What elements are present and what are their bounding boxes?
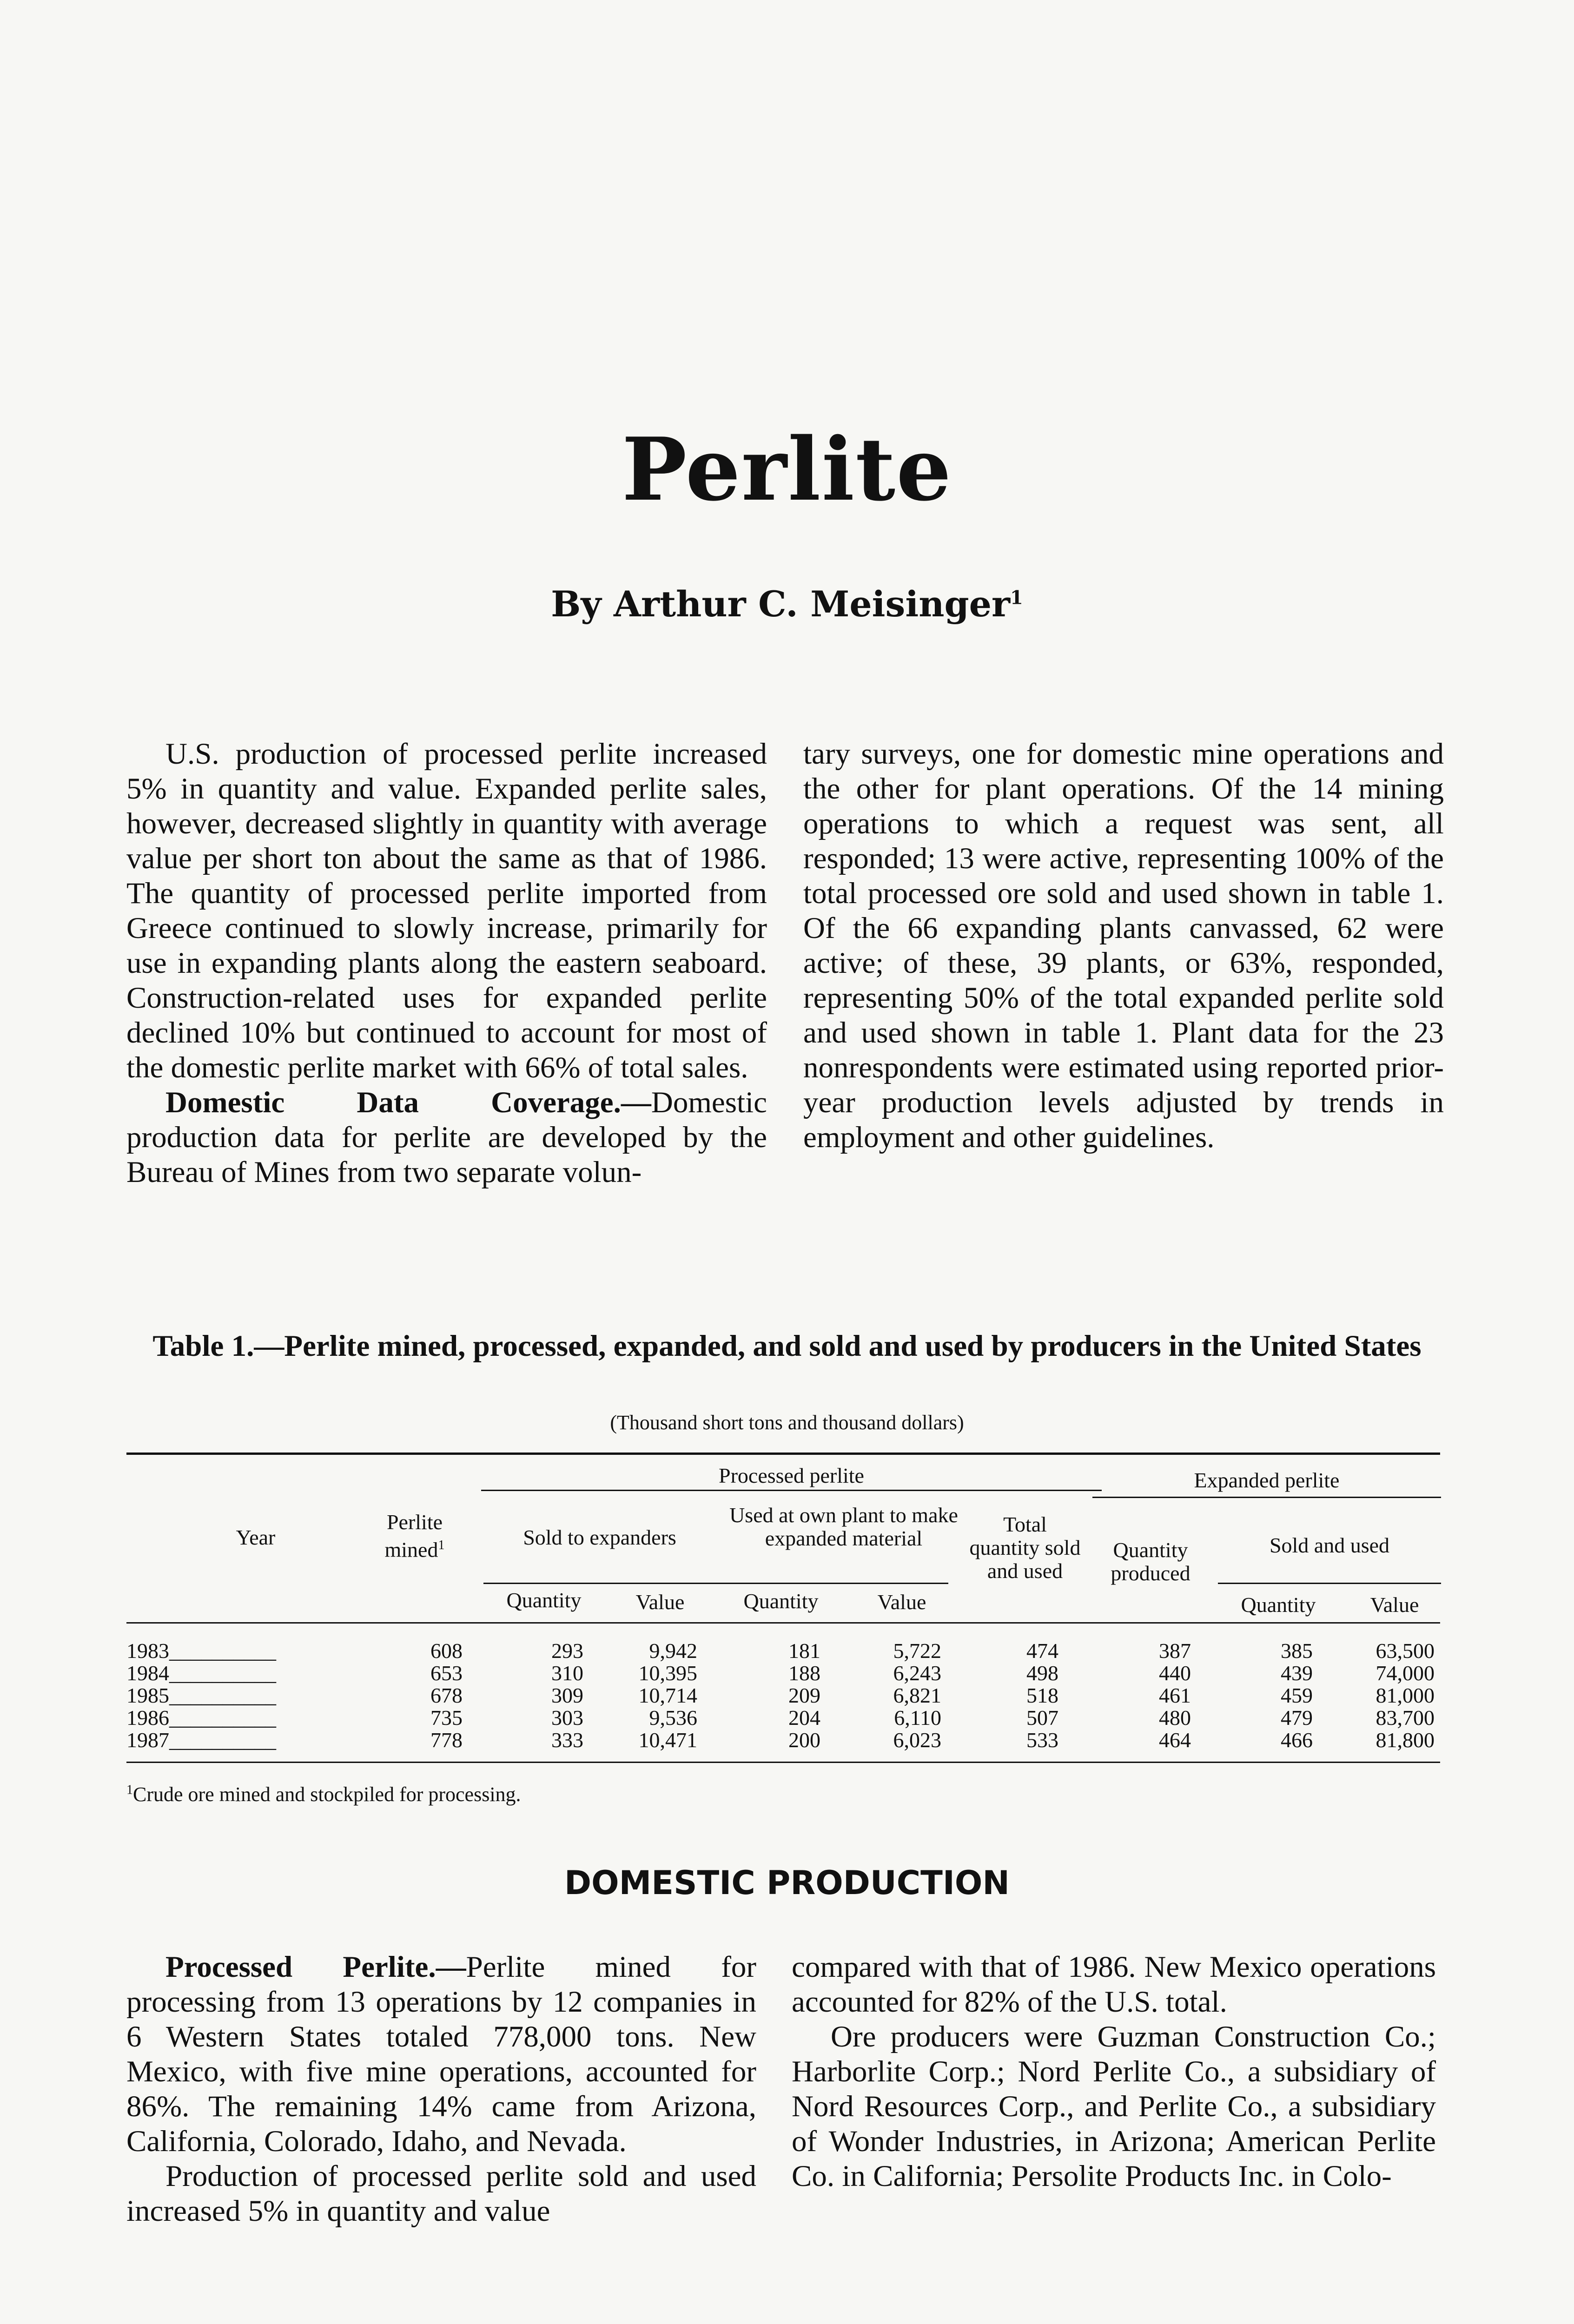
section-heading: DOMESTIC PRODUCTION (564, 1864, 1010, 1902)
cell-sold-used-quantity: 385 (1281, 1639, 1313, 1663)
cell-sold-quantity: 333 (551, 1728, 583, 1752)
cell-year: 1987 (126, 1728, 169, 1752)
processed-text: Perlite mined for processing from 13 operations by 12 companies in 6 Western States totaled 778,000 tons. New Mexico, with five mine operations, accounted for 86%. The remaining 14% came from Arizona, California, Colorado, Idaho, and Nevada. (126, 1950, 756, 2158)
cell-used-quantity: 200 (788, 1728, 820, 1752)
leader-dots: __________ (169, 1684, 276, 1707)
table-row-1983 (126, 1640, 276, 1662)
production-paragraph: Production of processed perlite sold and used increased 5% in quantity and value (126, 2159, 756, 2228)
cell-sold-quantity: 303 (551, 1706, 583, 1730)
cell-used-quantity: 181 (788, 1639, 820, 1663)
table-subtitle: (Thousand short tons and thousand dollars) (610, 1411, 964, 1434)
cell-sold-quantity: 309 (551, 1684, 583, 1707)
table-row-1986 (126, 1707, 276, 1729)
table-row-1985 (126, 1684, 276, 1707)
cell-mined: 778 (430, 1728, 463, 1752)
intro-left-column (126, 737, 767, 1190)
cell-sold-quantity: 293 (551, 1639, 583, 1663)
rule-processed (481, 1490, 1102, 1491)
cell-used-value: 6,243 (893, 1661, 941, 1685)
rule-expanded-subheads (1218, 1583, 1441, 1584)
cell-sold-used-value: 81,800 (1376, 1728, 1435, 1752)
leader-dots: __________ (169, 1706, 276, 1730)
cell-sold-used-value: 81,000 (1376, 1684, 1435, 1707)
subheader-sold-used-quantity: Quantity (1241, 1593, 1316, 1617)
cell-mined: 608 (430, 1639, 463, 1663)
header-used-at-own-plant: Used at own plant to make expanded material (729, 1503, 958, 1550)
header-processed-perlite: Processed perlite (719, 1464, 864, 1487)
cell-sold-quantity: 310 (551, 1661, 583, 1685)
production-continued: compared with that of 1986. New Mexico operations accounted for 82% of the U.S. total. (792, 1950, 1436, 2019)
cell-sold-value: 10,395 (638, 1661, 697, 1685)
page-title: Perlite (622, 418, 952, 520)
cell-total: 498 (1026, 1661, 1058, 1685)
cell-produced: 440 (1159, 1661, 1191, 1685)
table-bottom-rule (126, 1762, 1440, 1763)
header-sold-to-expanders: Sold to expanders (523, 1525, 676, 1549)
header-sold-and-used: Sold and used (1269, 1533, 1390, 1557)
header-mined-note: 1 (438, 1538, 445, 1552)
ore-producers-paragraph: Ore producers were Guzman Construction Co.; Harborlite Corp.; Nord Perlite Co., a subsidiary of Nord Resources Corp., and Perlite Co., a subsidiary of Wonder Industries, in Arizona; American Perlite Co. in California; Persolite Products Inc. in Colo- (792, 2020, 1436, 2193)
intro-paragraph: U.S. production of processed perlite increased 5% in quantity and value. Expanded perlite sales, however, decreased slightly in quantity with average value per short ton about the same as that of 1986. The quantity of processed perlite imported from Greece continued to slowly increase, primarily for use in expanding plants along the eastern seaboard. Construction-related uses for expanded perlite declined 10% but continued to account for most of the domestic perlite market with 66% of total sales. (126, 737, 767, 1084)
cell-mined: 678 (430, 1684, 463, 1707)
intro-right-column (803, 737, 1444, 1155)
table-title: Table 1.—Perlite mined, processed, expanded, and sold and used by producers in the United States (152, 1329, 1422, 1363)
subheader-sold-quantity: Quantity (506, 1588, 582, 1612)
cell-used-quantity: 209 (788, 1684, 820, 1707)
cell-produced: 480 (1159, 1706, 1191, 1730)
cell-total: 474 (1026, 1639, 1058, 1663)
cell-sold-value: 10,714 (638, 1684, 697, 1707)
cell-produced: 461 (1159, 1684, 1191, 1707)
cell-sold-value: 10,471 (638, 1728, 697, 1752)
coverage-text: Domestic production data for perlite are developed by the Bureau of Mines from two separate volun- (126, 1086, 767, 1189)
cell-sold-used-value: 83,700 (1376, 1706, 1435, 1730)
leader-dots: __________ (169, 1639, 276, 1663)
coverage-heading: Domestic Data Coverage.— (165, 1086, 651, 1119)
cell-used-value: 5,722 (893, 1639, 941, 1663)
header-total-quantity: Total quantity sold and used (969, 1512, 1081, 1583)
author-byline (0, 583, 1574, 625)
cell-used-value: 6,821 (893, 1684, 941, 1707)
header-perlite-mined (368, 1511, 461, 1561)
table-row-1987 (126, 1729, 276, 1751)
coverage-continued: tary surveys, one for domestic mine operations and the other for plant operations. Of the 14 mining operations to which a request was sent, all responded; 13 were active, representing 100% of the total processed ore sold and used shown in table 1. Of the 66 expanding plants canvassed, 62 were active; of these, 39 plants, or 63%, responded, representing 50% of the total expanded perlite sold and used shown in table 1. Plant data for the 23 nonrespondents were estimated using reported prior-year production levels adjusted by trends in employment and other guidelines. (803, 737, 1444, 1154)
cell-sold-value: 9,942 (649, 1639, 697, 1663)
subheader-sold-value: Value (635, 1590, 685, 1614)
rule-expanded (1092, 1497, 1441, 1498)
leader-dots: __________ (169, 1661, 276, 1685)
cell-total: 533 (1026, 1728, 1058, 1752)
header-perlite-mined-label: Perlite mined (384, 1510, 443, 1562)
cell-used-value: 6,023 (893, 1728, 941, 1752)
body-right-column (792, 1950, 1436, 2194)
cell-sold-used-quantity: 479 (1281, 1706, 1313, 1730)
cell-year: 1984 (126, 1661, 169, 1685)
cell-year: 1983 (126, 1639, 169, 1663)
coverage-paragraph (126, 1085, 767, 1190)
cell-used-quantity: 204 (788, 1706, 820, 1730)
subheader-used-value: Value (877, 1590, 926, 1614)
byline-footnote-mark: 1 (1010, 587, 1023, 609)
cell-total: 518 (1026, 1684, 1058, 1707)
cell-mined: 735 (430, 1706, 463, 1730)
cell-produced: 387 (1159, 1639, 1191, 1663)
cell-sold-value: 9,536 (649, 1706, 697, 1730)
cell-sold-used-value: 63,500 (1376, 1639, 1435, 1663)
table-footnote (126, 1783, 521, 1806)
cell-sold-used-quantity: 439 (1281, 1661, 1313, 1685)
cell-sold-used-value: 74,000 (1376, 1661, 1435, 1685)
footnote-text: Crude ore mined and stockpiled for processing. (133, 1783, 521, 1806)
body-left-column (126, 1950, 756, 2229)
table-row-1984 (126, 1662, 276, 1684)
cell-total: 507 (1026, 1706, 1058, 1730)
cell-used-quantity: 188 (788, 1661, 820, 1685)
processed-paragraph (126, 1950, 756, 2159)
footnote-mark: 1 (126, 1783, 133, 1797)
cell-mined: 653 (430, 1661, 463, 1685)
subheader-sold-used-value: Value (1370, 1593, 1419, 1617)
author-name: By Arthur C. Meisinger (551, 583, 1010, 625)
subheader-used-quantity: Quantity (743, 1589, 819, 1613)
cell-sold-used-quantity: 459 (1281, 1684, 1313, 1707)
leader-dots: __________ (169, 1728, 276, 1752)
cell-produced: 464 (1159, 1728, 1191, 1752)
header-year: Year (236, 1525, 276, 1549)
rule-processed-subheads (483, 1583, 948, 1584)
cell-sold-used-quantity: 466 (1281, 1728, 1313, 1752)
header-expanded-perlite: Expanded perlite (1194, 1468, 1340, 1492)
cell-used-value: 6,110 (894, 1706, 941, 1730)
header-quantity-produced: Quantity produced (1111, 1538, 1190, 1585)
rule-header-bottom (126, 1622, 1440, 1624)
processed-heading: Processed Perlite.— (165, 1950, 466, 1984)
table-top-rule (126, 1452, 1440, 1455)
cell-year: 1985 (126, 1684, 169, 1707)
cell-year: 1986 (126, 1706, 169, 1730)
